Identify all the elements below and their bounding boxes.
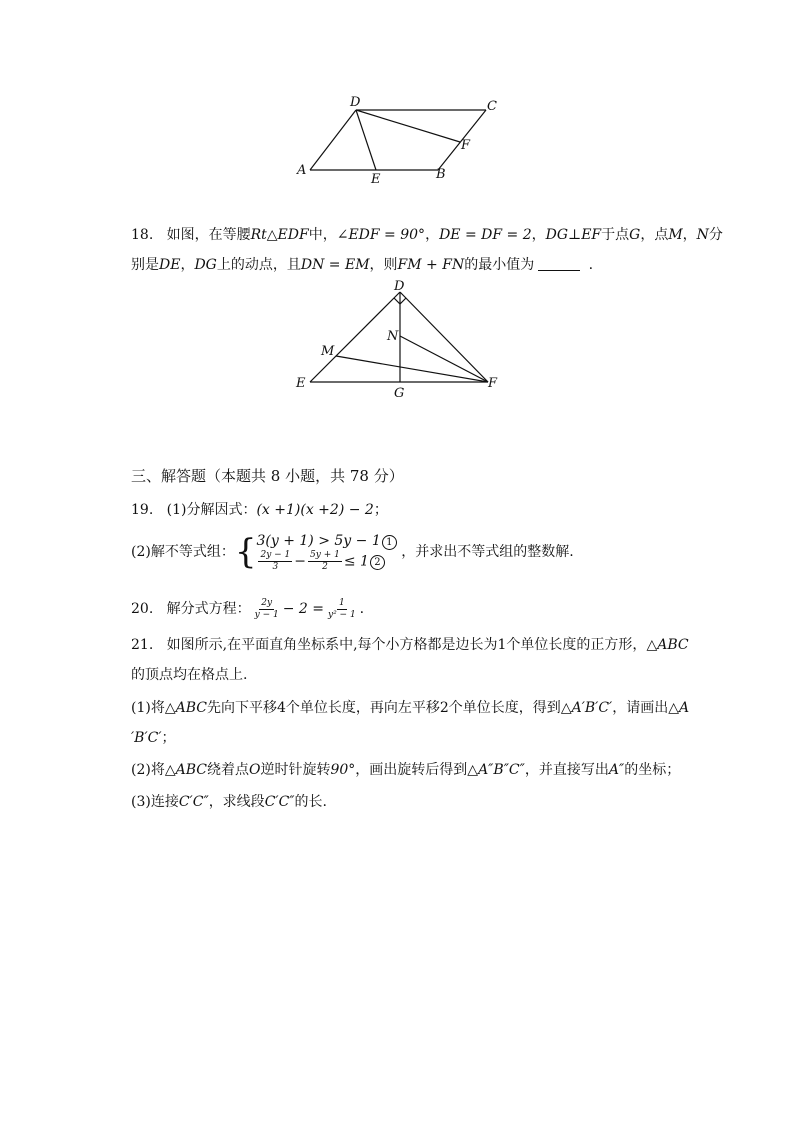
q20-text: . xyxy=(359,601,365,617)
q21-math: △ABC xyxy=(164,762,207,778)
label-C: C xyxy=(487,99,497,114)
q21-text: ，画出旋转后得到 xyxy=(355,762,468,778)
segment-DE xyxy=(356,110,376,170)
numerator: 1 xyxy=(338,597,345,608)
q18-text: ， xyxy=(425,227,440,243)
denominator: y² − 1 xyxy=(327,609,356,620)
q18-text: ， xyxy=(531,227,546,243)
q18-math: N xyxy=(696,227,709,243)
q21-math: 90° xyxy=(330,762,356,778)
q18-text: ， xyxy=(180,257,195,273)
minus-sign: − xyxy=(294,553,307,569)
label-F: F xyxy=(488,376,498,391)
q18-text: 中， xyxy=(308,227,337,243)
system-brace: { xyxy=(234,532,257,572)
section-heading: 三、解答题（本题共 8 小题，共 78 分） xyxy=(131,467,404,485)
circled-mark-1: 1 xyxy=(382,535,397,550)
inequality-2 xyxy=(256,550,396,573)
q18-text: 别是 xyxy=(131,257,159,273)
q21-line1 xyxy=(131,635,689,655)
q19-part1 xyxy=(131,500,388,520)
q21-line2: 的顶点均在格点上. xyxy=(131,667,248,683)
q19-number: 19. xyxy=(131,502,154,518)
q21-math: △A xyxy=(668,700,690,716)
q21-part3 xyxy=(131,792,327,812)
q21-math: O xyxy=(248,762,261,778)
q20-math: − 2 = xyxy=(282,601,324,617)
q21-text: ，并直接写出 xyxy=(524,762,609,778)
denominator: y − 1 xyxy=(254,609,279,620)
q21-math: C′C″ xyxy=(264,794,295,810)
denominator: 2 xyxy=(322,561,328,572)
label-E: E xyxy=(371,172,381,187)
q18-line1 xyxy=(131,225,723,245)
q18-number: 18. xyxy=(131,227,154,243)
q21-text: 的长. xyxy=(294,794,327,810)
q20-text: 解分式方程： xyxy=(166,601,251,617)
q19-text: (2)解不等式组： xyxy=(131,544,235,560)
label-D: D xyxy=(350,95,361,110)
segment-DF xyxy=(356,110,460,142)
q18-math: DE = DF = 2 xyxy=(439,227,532,243)
q19-text: ，并求出不等式组的整数解. xyxy=(401,544,574,560)
q21-text: (3)连接 xyxy=(131,794,179,810)
q21-math: △ABC xyxy=(164,700,207,716)
q18-math: DG xyxy=(194,257,217,273)
q21-math: ′B′C′ xyxy=(131,730,162,746)
q21-text: ； xyxy=(161,730,176,746)
answer-blank[interactable] xyxy=(538,256,580,271)
q21-text: 逆时针旋转 xyxy=(260,762,331,778)
label-N: N xyxy=(387,329,399,344)
inequality-1 xyxy=(256,532,396,550)
q20-number: 20. xyxy=(131,601,154,617)
segment-MF xyxy=(336,356,488,382)
q18-math: M xyxy=(668,227,683,243)
q21-text: 的坐标； xyxy=(624,762,681,778)
label-G: G xyxy=(394,386,405,401)
q18-math: DE xyxy=(159,257,181,273)
q19-text: ； xyxy=(373,502,388,518)
label-E: E xyxy=(296,376,306,391)
q18-math: DG⊥EF xyxy=(545,227,602,243)
q21-text: (1)将 xyxy=(131,700,165,716)
q18-text: 如图，在等腰 xyxy=(166,227,251,243)
q21-math: △A′B′C′ xyxy=(560,700,613,716)
q18-text: ，点 xyxy=(640,227,669,243)
label-F: F xyxy=(461,138,471,153)
segment-NF xyxy=(400,336,488,382)
label-B: B xyxy=(436,167,446,182)
inequality-system xyxy=(256,532,396,573)
fraction xyxy=(326,598,358,621)
fraction xyxy=(308,550,342,573)
q21-math: △ABC xyxy=(646,637,689,653)
triangle-diagram xyxy=(290,278,510,403)
q18-math: FM + FN xyxy=(397,257,465,273)
fraction xyxy=(253,598,281,621)
figure-parallelogram xyxy=(290,90,510,190)
q21-text: ，求线段 xyxy=(208,794,265,810)
numerator: 2y − 1 xyxy=(260,549,291,560)
label-M: M xyxy=(321,344,335,359)
q18-text: 分 xyxy=(708,227,723,243)
q18-text: 的最小值为 xyxy=(464,257,535,273)
q18-text: 于点 xyxy=(601,227,630,243)
segment-AD xyxy=(310,110,356,170)
q21-number: 21. xyxy=(131,637,154,653)
label-A: A xyxy=(297,163,307,178)
q21-text: (2)将 xyxy=(131,762,165,778)
q21-text: 绕着点 xyxy=(206,762,249,778)
q21-math: △A″B″C″ xyxy=(467,762,525,778)
numerator: 2y xyxy=(261,597,273,608)
q20-line xyxy=(131,596,364,622)
q18-math: ∠EDF = 90° xyxy=(336,227,426,243)
q21-text: 如图所示,在平面直角坐标系中,每个小方格都是边长为1个单位长度的正方形， xyxy=(166,637,647,653)
inequality-rhs: ≤ 1 xyxy=(343,553,369,569)
q21-part1-line1 xyxy=(131,698,689,718)
segment-DF xyxy=(400,292,488,382)
denominator: 3 xyxy=(272,561,279,572)
q18-math: DN = EM xyxy=(300,257,370,273)
q18-text: ，则 xyxy=(369,257,398,273)
q19-part2 xyxy=(131,530,574,574)
q18-math: G xyxy=(629,227,641,243)
q21-math: A″ xyxy=(608,762,625,778)
q19-math: (x +1)(x +2) − 2 xyxy=(256,502,374,518)
parallelogram-diagram xyxy=(290,90,510,190)
inequality-1-expr: 3(y + 1) > 5y − 1 xyxy=(256,532,381,549)
q18-math: Rt△EDF xyxy=(250,227,309,243)
q18-text: ， xyxy=(682,227,697,243)
figure-triangle xyxy=(290,278,510,403)
q21-part1-line2 xyxy=(131,728,176,748)
numerator: 5y + 1 xyxy=(310,549,340,560)
q21-text: ，请画出 xyxy=(612,700,669,716)
label-D: D xyxy=(394,279,405,294)
q19-text: (1)分解因式： xyxy=(166,502,257,518)
q18-text: 上的动点，且 xyxy=(216,257,301,273)
fraction xyxy=(258,550,292,573)
q21-text: 先向下平移4个单位长度，再向左平移2个单位长度，得到 xyxy=(206,700,561,716)
circled-mark-2: 2 xyxy=(370,555,385,570)
q21-part2 xyxy=(131,760,680,780)
q18-line2 xyxy=(131,255,593,275)
q18-text: . xyxy=(588,257,594,273)
q21-math: C′C″ xyxy=(178,794,209,810)
